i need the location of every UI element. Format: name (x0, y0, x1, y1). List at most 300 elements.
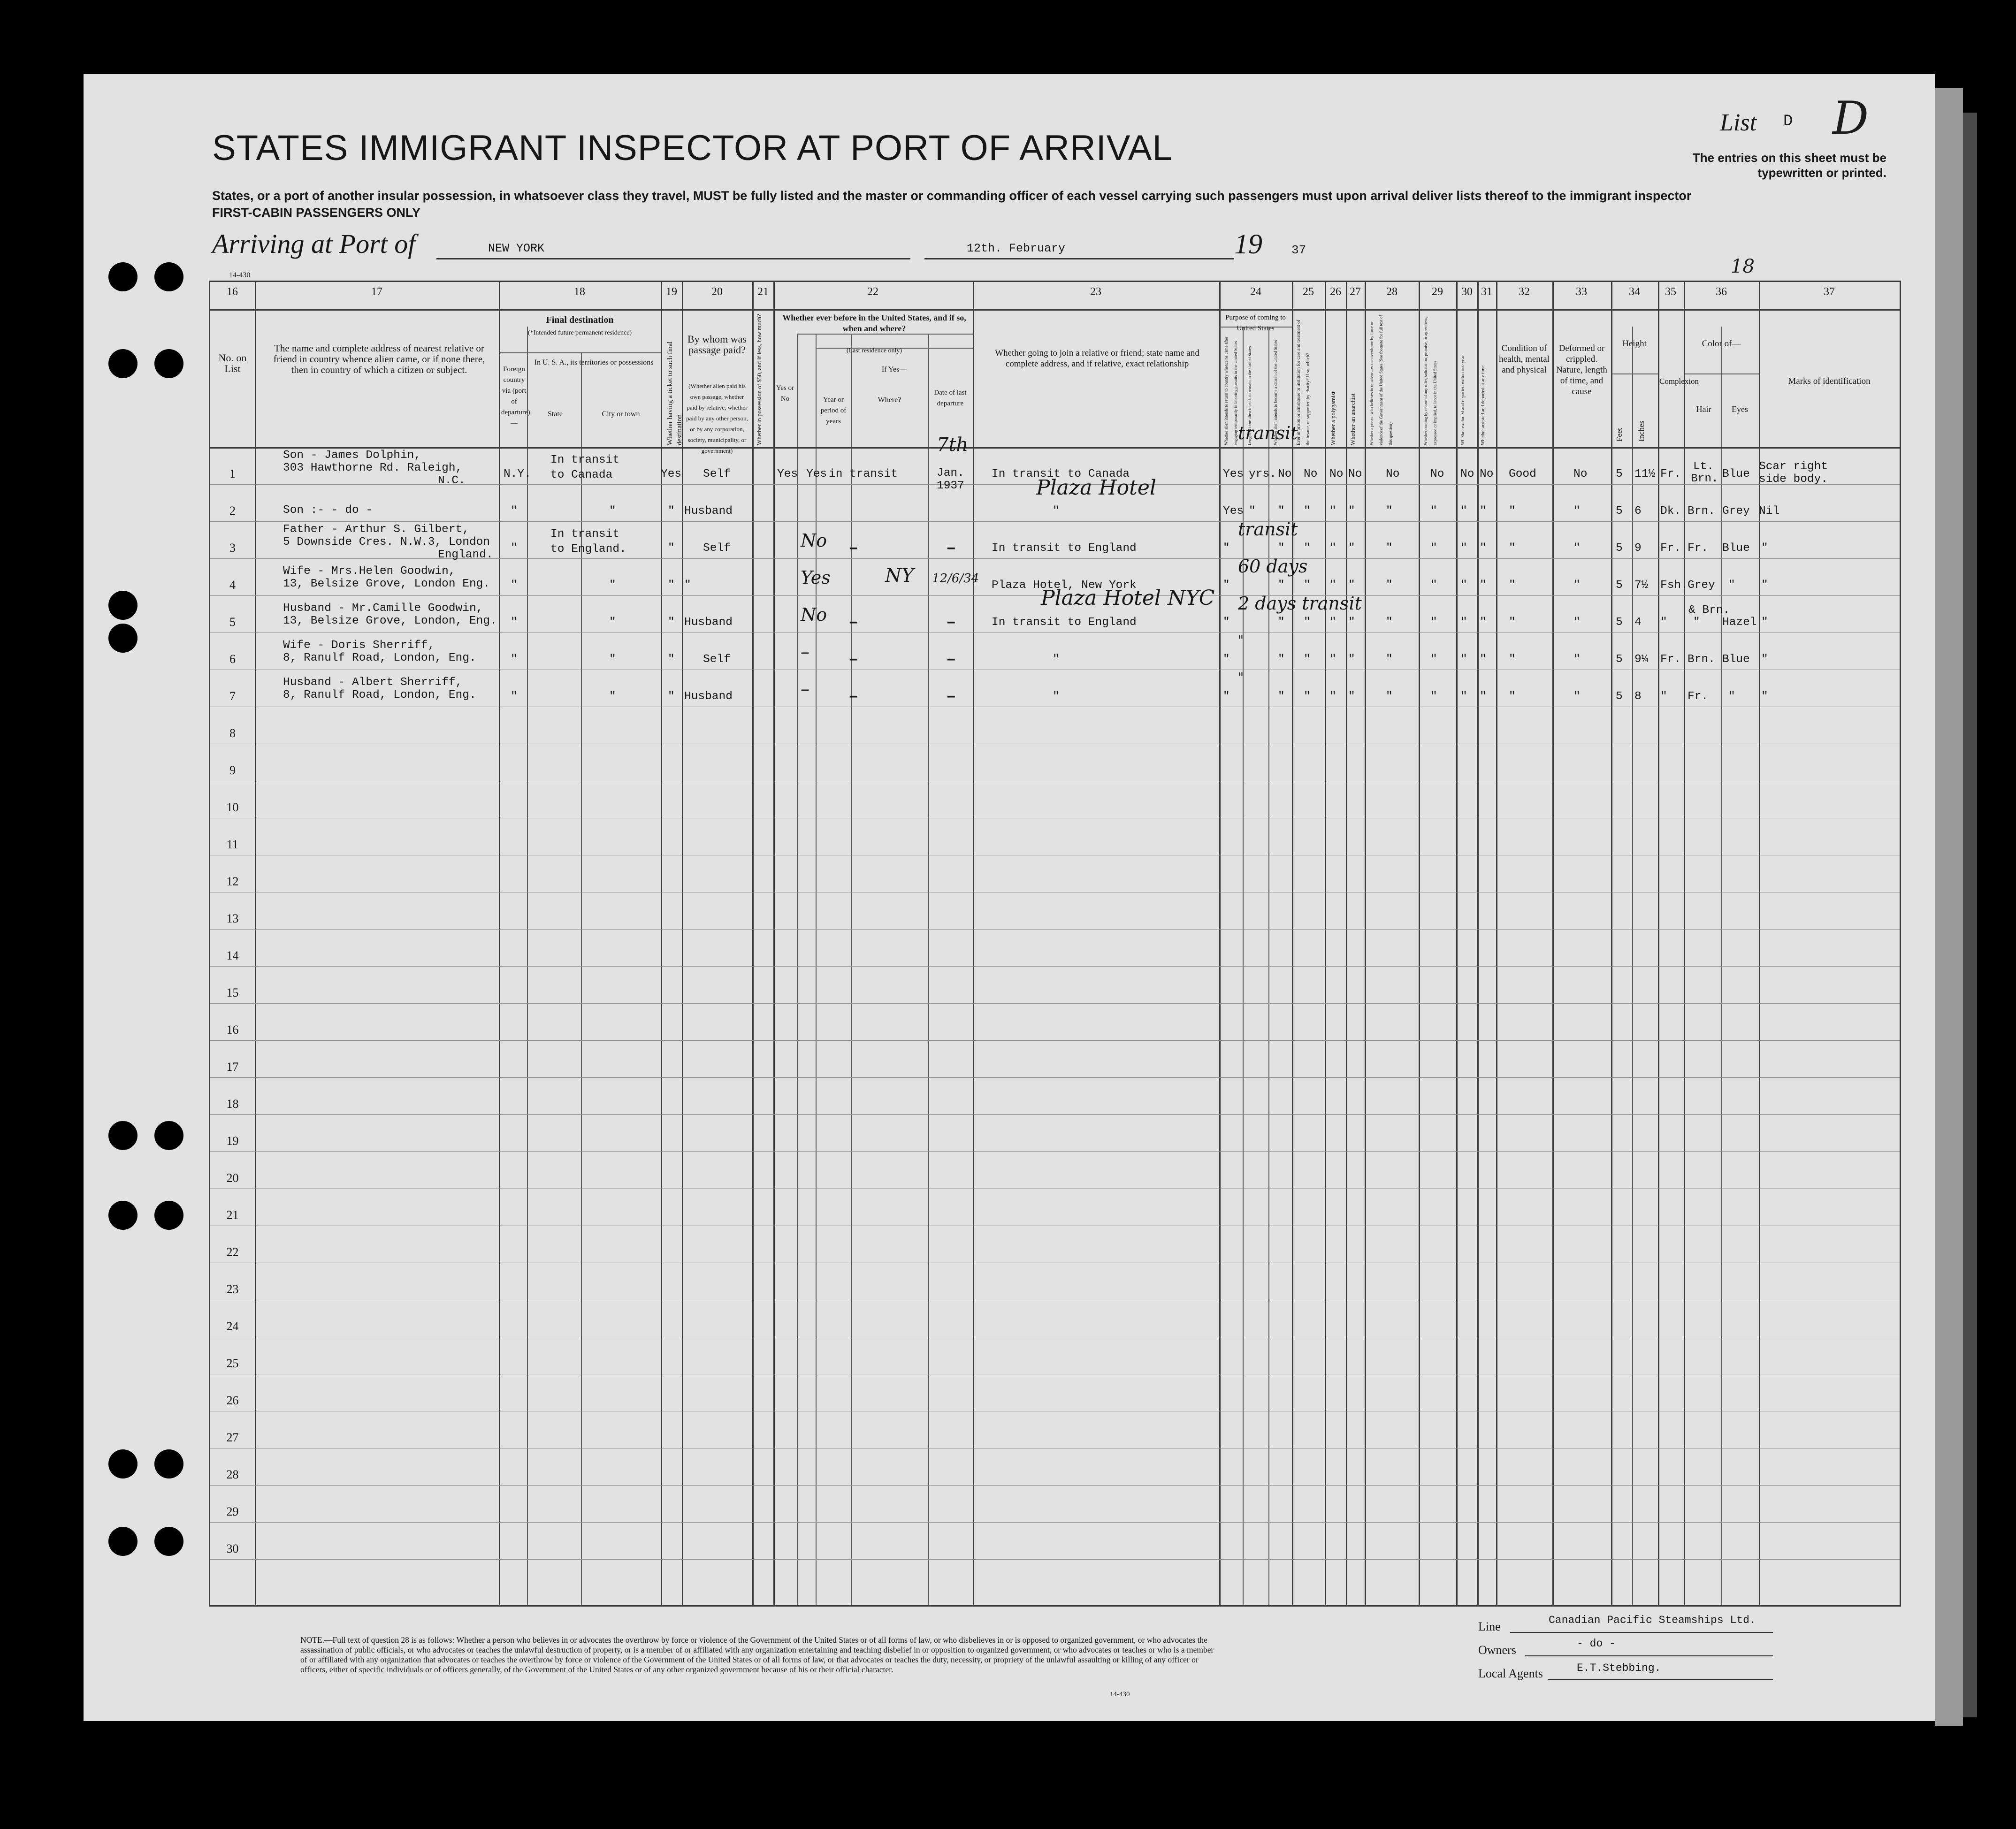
header-join-relative: Whether going to join a relative or friend; state name and complete address, and if relative, exact relationship (995, 348, 1199, 369)
date-departure-handwritten: 12/6/34 (932, 572, 979, 586)
purpose-length-handwritten: transit (1238, 519, 1298, 540)
fifty-dollars: Yes (777, 468, 798, 480)
deformed: " (1573, 616, 1581, 629)
hair-color: Brn. (1691, 472, 1718, 485)
anarchist: " (1348, 653, 1355, 666)
join-relative: " (1053, 690, 1060, 703)
via-port: " (511, 653, 518, 666)
column-subdivider (816, 334, 817, 1605)
q30: " (1460, 579, 1467, 592)
punch-hole (154, 1527, 183, 1556)
row-number: 11 (226, 838, 239, 851)
column-number: 32 (1519, 286, 1530, 298)
list-value: D (1783, 113, 1793, 130)
header-date-departure: Date of last departure (934, 389, 967, 407)
relative-address: England. (438, 549, 493, 561)
ever-before-handwritten: No (801, 604, 827, 625)
column-divider (1684, 282, 1685, 1605)
relative-address: Son - James Dolphin, (283, 449, 421, 462)
column-subdivider (928, 334, 929, 1605)
date-departure: 1937 (937, 480, 964, 492)
column-divider (773, 282, 775, 1605)
ever-before-handwritten: – (801, 641, 809, 662)
hair-color: " (1693, 616, 1700, 629)
q28: No (1386, 468, 1400, 480)
eye-color: Blue (1722, 653, 1750, 666)
complexion: " (1660, 690, 1667, 703)
header-ticket: Whether having a ticket to such final destination (666, 341, 683, 445)
line-label: Line (1478, 1620, 1501, 1633)
via-port: N.Y. (504, 468, 531, 480)
purpose-length: yrs. (1249, 468, 1276, 480)
header-by-whom-paid-sub: (Whether alien paid his own passage, whether paid by relative, whether paid by any other person, or by any corporation, society, municipality, or government) (686, 382, 748, 454)
column-number: 36 (1716, 286, 1727, 298)
row-number: 24 (226, 1319, 239, 1333)
column-divider (973, 282, 974, 1605)
identification-marks: " (1761, 579, 1768, 592)
destination: " (609, 505, 616, 518)
health: " (1509, 579, 1516, 592)
column-number: 16 (227, 286, 238, 298)
q30: " (1460, 505, 1467, 518)
eye-color: Hazel (1722, 616, 1757, 629)
header-eyes: Eyes (1732, 404, 1748, 414)
relative-address: Son :- - do - (283, 504, 373, 517)
row-line (210, 1559, 1900, 1560)
row-line (210, 966, 1900, 967)
punch-hole (108, 1201, 137, 1230)
header-purpose-return: Whether alien intends to return to country whence he came after engaging temporarily in laboring pursuits in the United States (1224, 336, 1238, 445)
polygamist: " (1329, 505, 1336, 518)
hair-color: Grey (1688, 579, 1715, 592)
complexion: Dk. (1660, 505, 1681, 518)
header-prison: Ever in prison or almshouse or institution for care and treatment of the insane, or supported by charity? If so, which? (1296, 320, 1311, 445)
eye-color: Blue (1722, 468, 1750, 480)
passage-paid: Husband (684, 690, 733, 703)
header-years: Year or period of years (820, 396, 847, 425)
header-relative-address: The name and complete address of nearest relative or friend in country whence alien came, or if none there, then in country of which a citizen or subject. (273, 343, 485, 375)
polygamist: " (1329, 690, 1336, 703)
relative-address: 8, Ranulf Road, London, Eng. (283, 689, 476, 701)
column-divider (1552, 282, 1554, 1605)
complexion: Fr. (1660, 653, 1681, 666)
date-departure-dash: – (946, 650, 956, 669)
date-departure: Jan. (937, 467, 964, 480)
height-feet: 5 (1616, 542, 1623, 555)
punch-hole (154, 1201, 183, 1230)
eye-color: Blue (1722, 542, 1750, 555)
destination: In transit (550, 528, 620, 541)
header-purpose: Purpose of coming to United States (1225, 314, 1286, 332)
height-feet: 5 (1616, 690, 1623, 703)
destination: " (609, 690, 616, 703)
height-feet: 5 (1616, 468, 1623, 480)
q31: " (1480, 505, 1487, 518)
column-number: 34 (1629, 286, 1640, 298)
purpose-citizen: " (1278, 579, 1285, 592)
header-usa-possessions: In U. S. A., its territories or possessions (534, 358, 654, 366)
header-number-line (210, 309, 1900, 311)
height-inches: 11½ (1634, 468, 1656, 480)
column-number: 17 (371, 286, 382, 298)
join-relative: Plaza Hotel, New York (992, 579, 1137, 592)
via-port: " (511, 690, 518, 703)
entries-notice: The entries on this sheet must be typewritten or printed. (1692, 151, 1886, 180)
row-line (210, 1522, 1900, 1523)
header-hair: Hair (1696, 404, 1711, 414)
column-divider (499, 282, 500, 1605)
sheet-number: 18 (1731, 256, 1755, 277)
q29: " (1430, 690, 1437, 703)
hair-color: Fr. (1688, 542, 1709, 555)
prison: " (1304, 616, 1311, 629)
header-purpose-length: Length of time alien intends to remain in the United States (1247, 346, 1252, 445)
header-if-yes: If Yes— (881, 366, 907, 373)
row-number: 15 (226, 986, 239, 999)
row-number: 1 (229, 467, 236, 480)
height-inches: 9¼ (1634, 653, 1649, 666)
row-number: 26 (226, 1394, 239, 1407)
arrival-date: 12th. February (967, 242, 1066, 255)
column-divider (1419, 282, 1420, 1605)
line-underline (1510, 1632, 1773, 1633)
list-label: List (1720, 109, 1757, 136)
height-inches: 8 (1634, 690, 1642, 703)
row-number: 3 (229, 541, 236, 555)
q28: " (1386, 579, 1393, 592)
subheader-line-36 (1684, 373, 1759, 374)
column-number: 27 (1350, 286, 1361, 298)
row-number: 4 (229, 578, 236, 592)
arrival-port: NEW YORK (488, 242, 545, 255)
join-relative: In transit to England (992, 616, 1137, 629)
deformed: " (1573, 579, 1581, 592)
date-departure-handwritten: 7th (937, 434, 969, 456)
header-inches: Inches (1637, 420, 1646, 442)
q29: " (1430, 653, 1437, 666)
header-ever-before: Whether ever before in the United States, and if so, when and where? (782, 313, 966, 333)
punch-hole (108, 262, 137, 291)
header-q30: Whether excluded and deported within one year (1460, 355, 1466, 445)
punch-hole (108, 591, 137, 620)
q31: No (1480, 468, 1494, 480)
q28: " (1386, 505, 1393, 518)
ever-before-handwritten: Yes (801, 567, 831, 588)
complexion: " (1660, 616, 1667, 629)
header-q31: Whether arrested and deported at any time (1481, 366, 1486, 445)
anarchist: " (1348, 505, 1355, 518)
passage-paid: Self (703, 542, 731, 555)
purpose-return: " (1223, 616, 1230, 629)
complexion: Fsh. (1660, 579, 1688, 592)
via-port: " (511, 579, 518, 592)
header-by-whom-paid: By whom was passage paid? (687, 333, 747, 356)
health: " (1509, 542, 1516, 555)
header-ever-before-sub: (Last residence only) (846, 347, 902, 354)
prison: No (1304, 468, 1318, 480)
deformed: " (1573, 542, 1581, 555)
anarchist: No (1348, 468, 1362, 480)
header-q28: Whether a person who believes in or advocates the overthrow by force or violence of the Government of the United States (See footnote for full text of this question) (1369, 315, 1393, 445)
q31: " (1480, 579, 1487, 592)
column-number: 20 (711, 286, 723, 298)
header-purpose-citizen: Whether alien intends to become a citizen of the United States (1273, 340, 1278, 445)
row-number: 14 (226, 949, 239, 962)
hair-color: Brn. (1688, 505, 1715, 518)
polygamist: " (1329, 542, 1336, 555)
column-divider (1611, 282, 1612, 1605)
punch-hole (108, 1449, 137, 1478)
column-number: 19 (666, 286, 677, 298)
row-number: 6 (229, 652, 236, 666)
prison: " (1304, 653, 1311, 666)
purpose-length-handwritten: 2 days transit (1238, 593, 1362, 614)
q28: " (1386, 690, 1393, 703)
header-fifty-dollars: Whether in possession of $50, and if less, how much? (756, 314, 763, 445)
anarchist: " (1348, 616, 1355, 629)
column-number: 37 (1824, 286, 1835, 298)
anarchist: " (1348, 690, 1355, 703)
column-subdivider (851, 334, 852, 1605)
column-divider (1477, 282, 1479, 1605)
polygamist: " (1329, 616, 1336, 629)
date-departure-dash: – (946, 613, 956, 632)
row-number: 30 (226, 1542, 239, 1555)
row-number: 10 (226, 800, 239, 814)
row-line (210, 1003, 1900, 1004)
punch-hole (154, 1449, 183, 1478)
column-subdivider (797, 334, 798, 1605)
q29: " (1430, 505, 1437, 518)
identification-marks: Scar right (1759, 460, 1828, 473)
destination: to England. (550, 543, 626, 556)
purpose-length-handwritten: 60 days (1238, 556, 1308, 577)
q28: " (1386, 542, 1393, 555)
header-marks: Marks of identification (1788, 376, 1871, 386)
line-value: Canadian Pacific Steamships Ltd. (1549, 1614, 1756, 1626)
owners-label: Owners (1478, 1643, 1516, 1657)
punch-hole (108, 349, 137, 378)
year-prefix: 19 (1234, 229, 1262, 259)
header-city: City or town (602, 410, 640, 418)
relative-address: Husband - Mr.Camille Goodwin, (283, 602, 483, 615)
prison: " (1304, 505, 1311, 518)
column-number: 26 (1330, 286, 1341, 298)
row-number: 5 (229, 615, 236, 629)
identification-marks: " (1761, 542, 1768, 555)
date-underline (924, 258, 1234, 259)
row-number: 21 (226, 1208, 239, 1222)
agents-underline (1548, 1679, 1773, 1680)
purpose-citizen: " (1278, 505, 1285, 518)
column-number: 28 (1386, 286, 1397, 298)
join-handwritten: Plaza Hotel NYC (1041, 586, 1215, 610)
header-color: Color of— (1702, 339, 1741, 349)
column-divider (1456, 282, 1458, 1605)
states-instruction: States, or a port of another insular possession, in whatsoever class they travel, MUST be fully listed and the master or commanding officer of each vessel carrying such passengers must upon arrival deliver lists thereof to the immigrant inspector (212, 189, 1692, 203)
date-departure-dash: – (946, 687, 956, 706)
prison: " (1304, 542, 1311, 555)
deformed: " (1573, 653, 1581, 666)
column-divider (1219, 282, 1221, 1605)
join-relative: In transit to England (992, 542, 1137, 555)
row-number: 19 (226, 1134, 239, 1148)
via-port: " (511, 505, 518, 518)
column-divider (255, 282, 256, 1605)
purpose-return: " (1223, 542, 1230, 555)
column-number: 25 (1303, 286, 1314, 298)
deformed: " (1573, 505, 1581, 518)
relative-address: 5 Downside Cres. N.W.3, London (283, 536, 490, 549)
header-polygamist: Whether a polygamist (1329, 391, 1336, 445)
column-divider (1365, 282, 1366, 1605)
row-number: 18 (226, 1097, 239, 1111)
destination: " (609, 616, 616, 629)
subheader-line-34 (1611, 373, 1658, 374)
health: " (1509, 616, 1516, 629)
row-line (210, 1114, 1900, 1115)
q29: " (1430, 542, 1437, 555)
agents-label: Local Agents (1478, 1667, 1543, 1680)
q30: No (1460, 468, 1474, 480)
purpose-citizen: No (1278, 468, 1292, 480)
polygamist: No (1329, 468, 1344, 480)
destination: " (609, 653, 616, 666)
purpose-citizen: " (1278, 690, 1285, 703)
row-number: 28 (226, 1468, 239, 1481)
row-number: 9 (229, 763, 236, 777)
punch-hole (108, 1527, 137, 1556)
header-deformed: Deformed or crippled. Nature, length of time, and cause (1556, 343, 1607, 396)
row-number: 8 (229, 726, 236, 740)
column-divider (1325, 282, 1326, 1605)
identification-marks: " (1761, 653, 1768, 666)
height-feet: 5 (1616, 579, 1623, 592)
passage-paid: " (684, 579, 691, 592)
ticket: " (668, 653, 675, 666)
form-number: 14-430 (229, 271, 251, 279)
punch-hole (154, 1121, 183, 1150)
row-number: 12 (226, 875, 239, 888)
height-feet: 5 (1616, 505, 1623, 518)
punch-hole (154, 262, 183, 291)
row-line (210, 1151, 1900, 1152)
q31: " (1480, 653, 1487, 666)
years-in-us: – (848, 650, 859, 669)
relative-address: Husband - Albert Sherriff, (283, 676, 463, 689)
q30: " (1460, 653, 1467, 666)
q29: " (1430, 579, 1437, 592)
q29: No (1430, 468, 1444, 480)
height-feet: 5 (1616, 616, 1623, 629)
purpose-length: " (1249, 505, 1256, 518)
q31: " (1480, 542, 1487, 555)
header-bottom-line (210, 447, 1900, 449)
row-line (210, 929, 1900, 930)
header-final-destination-sub: (*Intended future permanent residence) (527, 329, 632, 336)
purpose-citizen: " (1278, 653, 1285, 666)
row-number: 27 (226, 1431, 239, 1444)
join-relative: " (1053, 505, 1060, 518)
destination: to Canada (550, 469, 613, 481)
relative-address: 8, Ranulf Road, London, Eng. (283, 652, 476, 664)
purpose-return: " (1223, 579, 1230, 592)
row-number: 22 (226, 1245, 239, 1259)
purpose-return: Yes (1223, 505, 1244, 518)
q31: " (1480, 616, 1487, 629)
header-anarchist: Whether an anarchist (1349, 393, 1356, 445)
hair-color: Lt. (1693, 460, 1714, 473)
form-number-footer: 14-430 (1110, 1691, 1130, 1698)
port-underline (436, 258, 910, 259)
column-divider (1496, 282, 1497, 1605)
polygamist: " (1329, 579, 1336, 592)
relative-address: 13, Belsize Grove, London, Eng. (283, 615, 497, 627)
purpose-citizen: " (1278, 616, 1285, 629)
prison: " (1304, 690, 1311, 703)
row-line (210, 1040, 1900, 1041)
ticket: " (668, 505, 675, 518)
passage-paid: Self (703, 468, 731, 480)
q31: " (1480, 690, 1487, 703)
years-in-us: in transit (829, 468, 898, 480)
header-yes-no: Yes or No (776, 384, 794, 403)
health: " (1509, 505, 1516, 518)
row-number: 13 (226, 912, 239, 925)
hair-color: Fr. (1688, 690, 1709, 703)
purpose-length-handwritten: " (1238, 633, 1244, 648)
year-suffix: 37 (1291, 243, 1306, 257)
q28: " (1386, 616, 1393, 629)
complexion: Fr. (1660, 468, 1681, 480)
prison: " (1304, 579, 1311, 592)
row-line (210, 1077, 1900, 1078)
anarchist: " (1348, 542, 1355, 555)
column-divider (682, 282, 683, 1605)
years-in-us: – (848, 539, 859, 558)
health: " (1509, 653, 1516, 666)
passage-paid: Self (703, 653, 731, 666)
column-number: 18 (574, 286, 585, 298)
purpose-length-handwritten: transit (1238, 423, 1298, 443)
relative-address: N.C. (438, 474, 466, 487)
subheader-line-18 (499, 352, 661, 353)
punch-hole (108, 1121, 137, 1150)
join-handwritten: Plaza Hotel (1036, 476, 1156, 500)
via-port: " (511, 542, 518, 555)
column-number: 23 (1090, 286, 1101, 298)
join-relative: " (1053, 653, 1060, 666)
ticket: Yes (661, 468, 682, 480)
passenger-class: FIRST-CABIN PASSENGERS ONLY (212, 206, 421, 220)
date-departure-dash: – (946, 539, 956, 558)
relative-address: 13, Belsize Grove, London Eng. (283, 578, 490, 590)
relative-address: Wife - Doris Sherriff, (283, 639, 435, 652)
row-line (210, 521, 1900, 522)
header-complexion: Complexion (1659, 377, 1699, 386)
purpose-return: " (1223, 653, 1230, 666)
years-in-us: – (848, 687, 859, 706)
ticket: " (668, 579, 675, 592)
header-height: Height (1622, 339, 1647, 349)
passage-paid: Husband (684, 616, 733, 629)
ever-before: Yes (806, 468, 827, 480)
agents-value: E.T.Stebbing. (1577, 1662, 1661, 1674)
health: " (1509, 690, 1516, 703)
owners-value: - do - (1577, 1638, 1616, 1650)
q30: " (1460, 542, 1467, 555)
column-number: 31 (1481, 286, 1492, 298)
